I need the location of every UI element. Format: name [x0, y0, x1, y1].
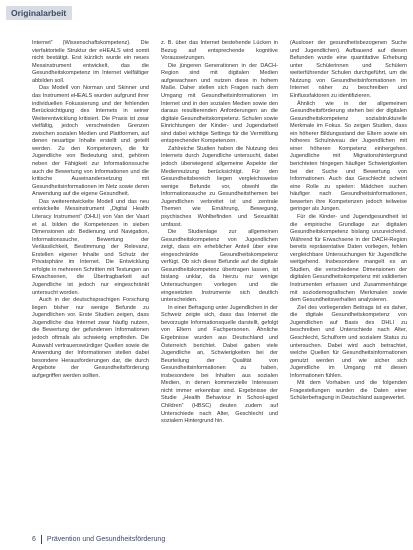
- paragraph: Die Studienlage zur allgemeinen Gesundheitskompetenz von Jugendlichen zeigt, dass ein erheblicher Anteil über eine eingeschränkte Gesundheitskompetenz verfügt. Ob sich diese Befunde auf die digitale Gesundheitskompetenz übertragen lassen, ist bislang unklar, da hierzu nur wenige Untersuchungen vorliegen und die eingesetzten Instrumente sich deutlich unterscheiden.: [161, 229, 278, 304]
- paragraph: z. B. über das Internet bestehende Lücken in Bezug auf entsprechende kognitive Voraussetzungen.: [161, 40, 278, 62]
- paragraph: Mit dem Vorhaben und die folgenden Fragestellungen wurden die Daten einer Schülerbefragung in Deutschland ausgewertet.: [290, 380, 407, 402]
- paragraph: Das weiterentwickelte Modell und das neu entwickelte Messinstrument „Digital Health Literacy Instrument“ (DHLI) von Van der Vaart et al. bilden die Kompetenzen in sieben Dimensionen ab: Bedienung und Navigation, Informationssuche, Bewertung der Verlässlichkeit, Bestimmung der Relevanz, Erstellen eigener Inhalte und Schutz der Privatsphäre im Internet. Die Entwicklung erfolgte in mehreren Schritten mit Testungen an Erwachsenen, die Übertragbarkeit auf Jugendliche ist jedoch nur eingeschränkt untersucht worden.: [32, 198, 149, 296]
- text-column-1: [32, 40, 149, 528]
- paragraph: Internet“ (Wissenschaftskompetenz). Die vierfaktorielle Struktur der eHEALS wird somit nicht bestätigt. Erst kürzlich wurde ein neues Messinstrument entwickelt, das die Gesundheitskompetenz im Internet vielfältiger abbilden soll.: [32, 40, 149, 84]
- paragraph: Ziel des vorliegenden Beitrags ist es daher, die digitale Gesundheitskompetenz von Jugendlichen auf Basis des DHLI zu beschreiben und Unterschiede nach Alter, Geschlecht, Schulform und sozialem Status zu untersuchen. Dabei wird auch betrachtet, welche Quellen für Gesundheitsinformationen genutzt werden und wie sicher sich Jugendliche im Umgang mit diesen Informationen fühlen.: [290, 304, 407, 379]
- paragraph: (Ausloser der gesundheitsbezogenen Suche und Jugendlichen). Aufbauend auf diesen Befunden wurde eine quantitative Erhebung unter Schülerinnen und Schülern weiterführender Schulen durchgeführt, um die Nutzung von Gesundheitsinformationen im Internet näher zu beschreiben und Einflussfaktoren zu identifizieren.: [290, 40, 407, 99]
- section-label: Originalarbeit: [6, 6, 72, 20]
- paragraph: Für die Kinder- und Jugendgesundheit ist die empirische Grundlage zur digitalen Gesundheitskompetenz bislang unzureichend. Während für Erwachsene in der DACH-Region bereits repräsentative Daten vorliegen, fehlen vergleichbare Untersuchungen für Jugendliche weitgehend. Insbesondere mangelt es an Studien, die verschiedene Dimensionen der digitalen Gesundheitskompetenz mit validierten Instrumenten erfassen und Zusammenhänge mit soziodemografischen Merkmalen sowie dem Gesundheitsverhalten analysieren.: [290, 213, 407, 304]
- article-body: [32, 40, 408, 528]
- paragraph: In einer Befragung unter Jugendlichen in der Schweiz zeigte sich, dass das Internet die bevorzugte Informationsquelle darstellt, gefolgt von Eltern und Fachpersonen. Ähnliche Ergebnisse wurden aus Deutschland und Österreich berichtet. Dabei gaben viele Jugendliche an, Schwierigkeiten bei der Beurteilung der Qualität von Gesundheitsinformationen zu haben, insbesondere bei Inhalten aus sozialen Medien, in denen kommerzielle Interessen nicht immer erkennbar sind. Ergebnisse der Studie „Health Behaviour in School-aged Children“ (HBSC) deuten zudem auf Unterschiede nach Alter, Geschlecht und sozialem Hintergrund hin.: [161, 304, 278, 425]
- page-number: 6: [32, 535, 36, 543]
- journal-name: Prävention und Gesundheitsförderung: [46, 535, 166, 543]
- paragraph: Ähnlich wie in der allgemeinen Gesundheitsförderung stehen bei der digitalen Gesundheitskompetenz sozialstrukturelle Merkmale im Fokus. So zeigen Studien, dass ein höherer Bildungsstand der Eltern sowie ein höheres Schulniveau der Jugendlichen mit einer höheren Kompetenz einhergehen. Jugendliche mit Migrationshintergrund berichteten hingegen häufiger Schwierigkeiten bei der Suche und Bewertung von Informationen. Auch das Geschlecht scheint eine Rolle zu spielen: Mädchen suchen häufiger nach Gesundheitsinformationen, bewerten ihre Kompetenzen jedoch teilweise geringer als Jungen.: [290, 100, 407, 213]
- footer-divider: [41, 535, 42, 544]
- paragraph: Auch in der deutschsprachigen Forschung liegen bisher nur wenige Befunde zu Jugendlichen vor. Erste Studien zeigen, dass Jugendliche das Internet zwar häufig nutzen, die Bewertung der gefundenen Informationen jedoch oftmals als schwierig empfinden. Die Auswahl vertrauenswürdiger Quellen sowie die Anwendung der Informationen stellen dabei besondere Herausforderungen dar, die durch Angebote der Gesundheitsförderung aufgegriffen werden sollten.: [32, 297, 149, 379]
- paragraph: Die jüngeren Generationen in der DACH-Region sind mit digitalen Medien aufgewachsen und nutzen diese in hohem Maße. Daher stellen sich Fragen nach dem Umgang mit Gesundheitsinformationen im Internet und in den sozialen Medien sowie den daraus resultierenden Anforderungen an die digitale Gesundheitskompetenz. Schulen sowie Einrichtungen der Kinder- und Jugendarbeit sind dabei wichtige Settings für die Vermittlung entsprechender Kompetenzen.: [161, 62, 278, 145]
- page-footer: [32, 534, 402, 544]
- paragraph: Zahlreiche Studien haben die Nutzung des Internets durch Jugendliche untersucht, dabei jedoch überwiegend allgemeine Aspekte der Mediennutzung berücksichtigt. Für den Gesundheitsbereich liegen vergleichsweise wenige Befunde vor, obwohl die Informationssuche zu Gesundheitsthemen bei Jugendlichen verbreitet ist und zentrale Themen wie Ernährung, Bewegung, psychisches Wohlbefinden und Sexualität umfasst.: [161, 145, 278, 228]
- text-column-3: [290, 40, 407, 528]
- text-column-2: [161, 40, 278, 528]
- paragraph: Das Modell von Norman und Skinner und das Instrument eHEALS wurden aufgrund ihrer individuellen Fokussierung und der fehlenden Berücksichtigung des Internets in seiner Weiterentwicklung kritisiert. Die Praxis ist zwar vielfältig, jedoch verschwinden Grenzen zwischen sozialen Medien und Plattformen, auf denen neuartige Inhalte erstellt und geteilt werden. Zu den Kompetenzen, die für Jugendliche von Bedeutung sind, gehören neben der Fähigkeit zur Informationssuche auch die Bewertung von Informationen und die kritische Auseinandersetzung mit Gesundheitsinformationen im Netz sowie deren Anwendung auf die eigene Gesundheit.: [32, 85, 149, 198]
